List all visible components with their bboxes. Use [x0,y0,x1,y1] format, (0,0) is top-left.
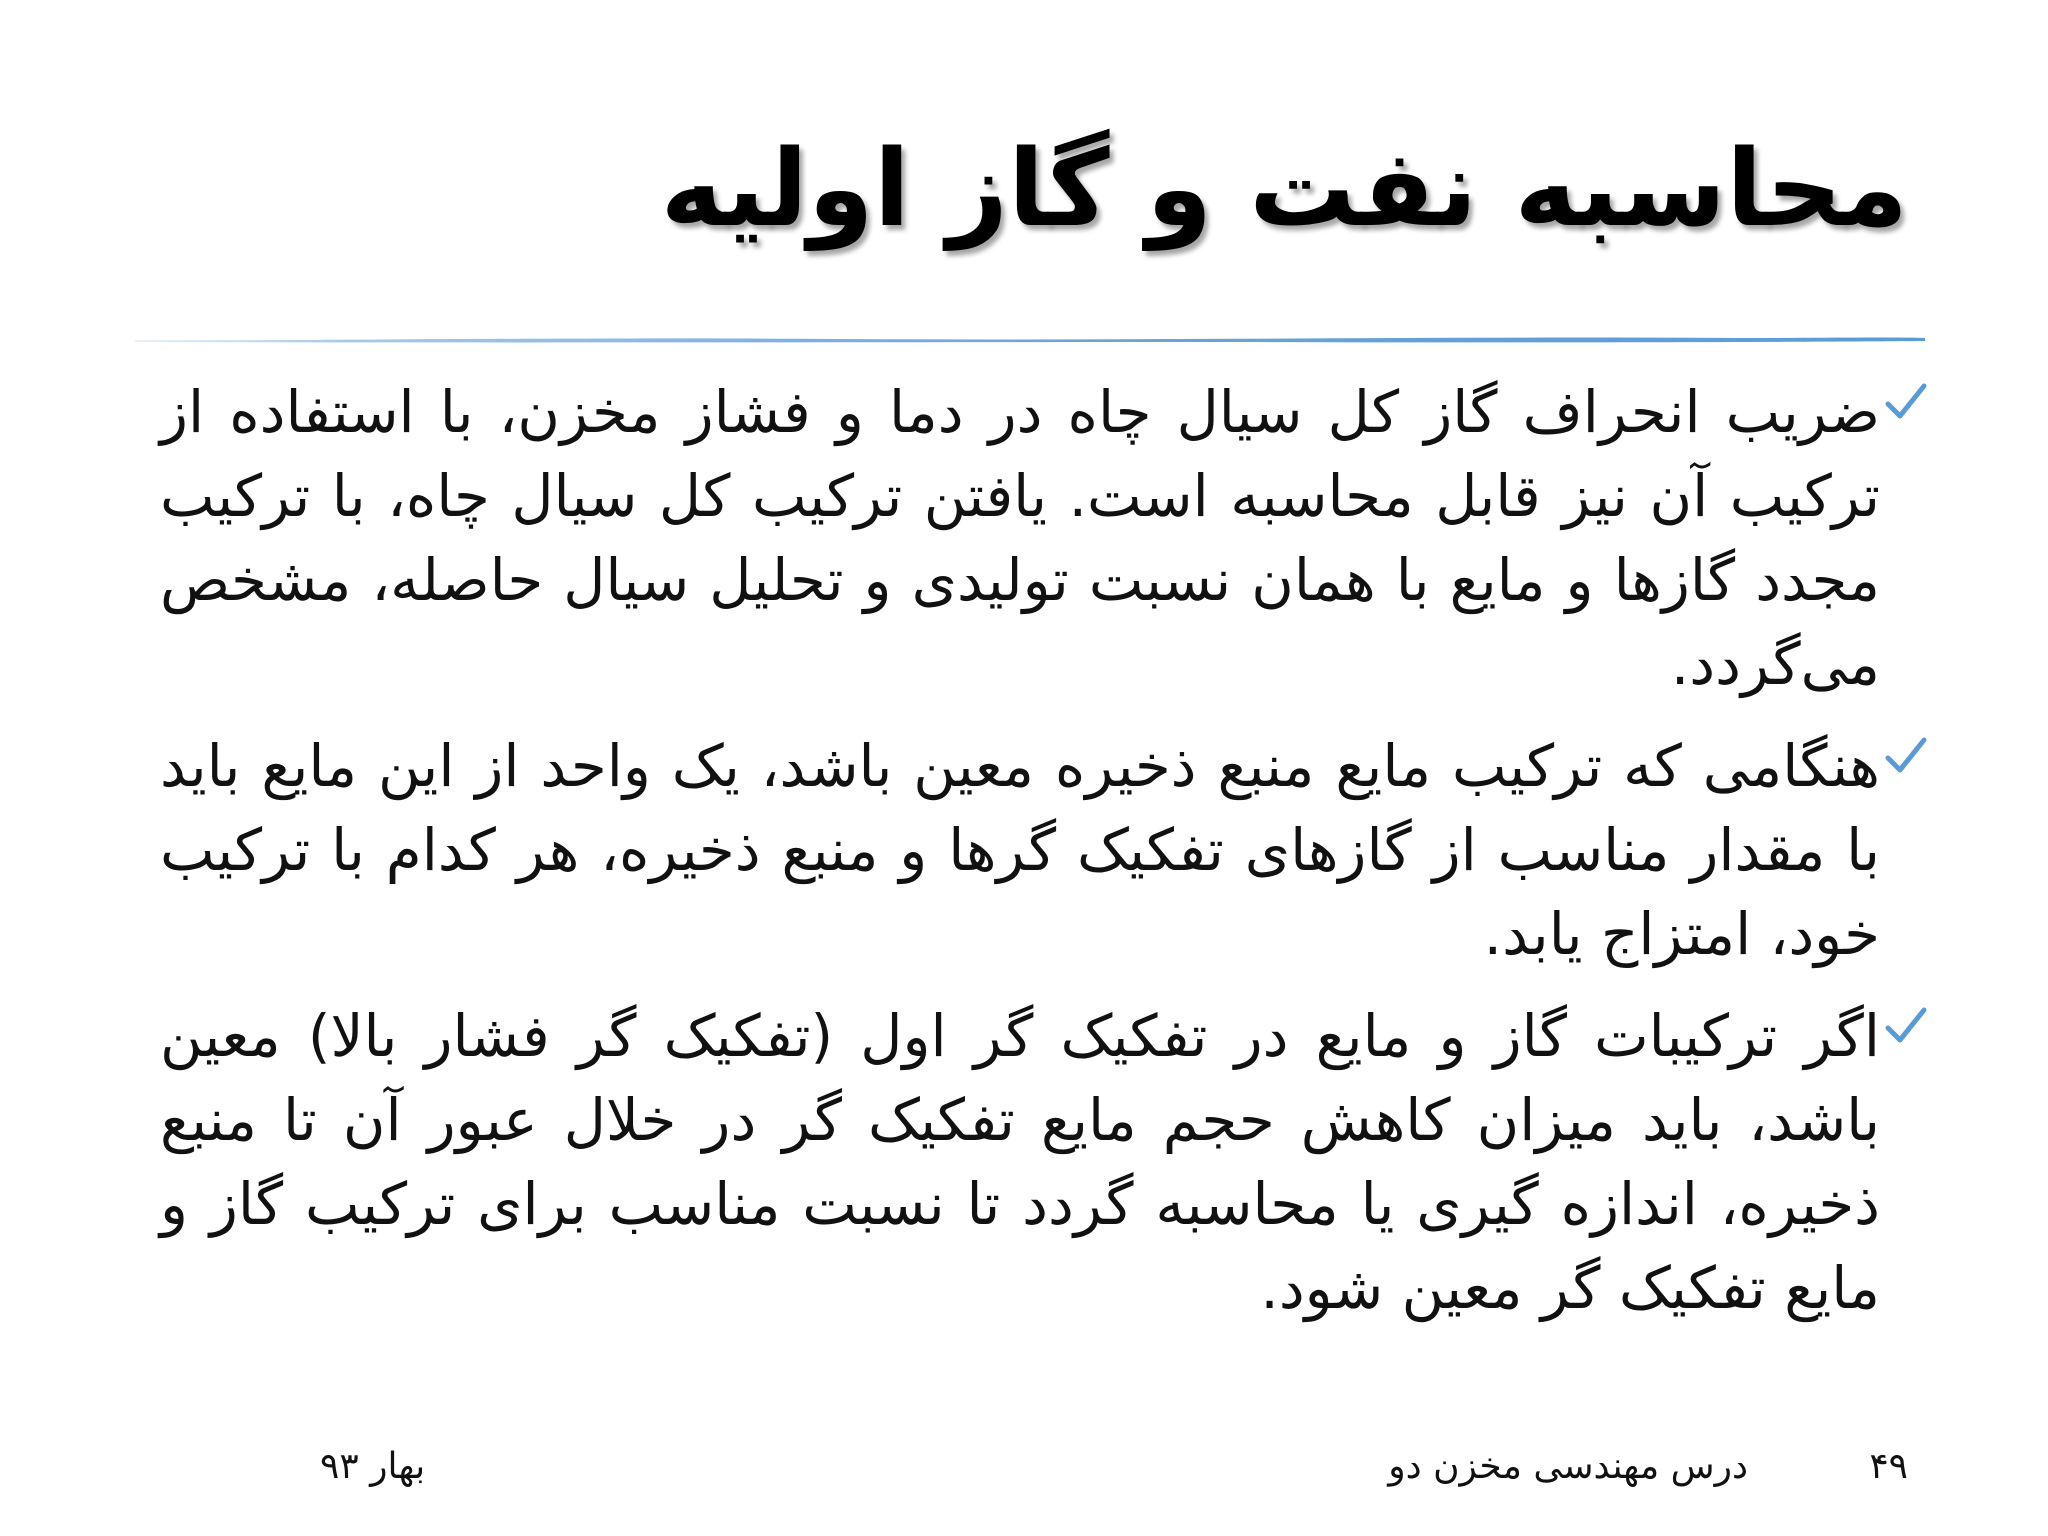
check-icon [1884,1004,1928,1048]
page-number: ۴۹ [1869,1446,1908,1487]
slide-title: محاسبه نفت و گاز اولیه [660,127,1908,250]
check-icon [1884,734,1928,778]
bullet-text: اگر ترکیبات گاز و مایع در تفکیک گر اول (تفکیک گر فشار بالا) معین باشد، باید میزان کاهش حجم مایع تفکیک گر در خلال عبور آن تا منبع ذخیره، اندازه گیری یا محاسبه گردد تا نسبت مناسب برای ترکیب گاز و مایع تفکیک گر معین شود. [160,1002,1880,1322]
footer-course-name: درس مهندسی مخزن دو [1388,1446,1748,1487]
bullet-list [160,370,1880,1348]
footer-term: بهار ۹۳ [320,1446,426,1487]
list-item [160,370,1880,706]
list-item [160,994,1880,1330]
list-item [160,724,1880,976]
bullet-text: هنگامی که ترکیب مایع منبع ذخیره معین باشد، یک واحد از این مایع باید با مقدار مناسب از گازهای تفکیک گرها و منبع ذخیره، هر کدام با ترکیب خود، امتزاج یابد. [160,732,1880,968]
bullet-text: ضریب انحراف گاز کل سیال چاه در دما و فشاز مخزن، با استفاده از ترکیب آن نیز قابل محاسبه است. یافتن ترکیب کل سیال چاه، با ترکیب مجدد گازها و مایع با همان نسبت تولیدی و تحلیل سیال حاصله، مشخص می‌گردد. [160,378,1880,698]
title-divider [135,332,1925,346]
check-icon [1884,380,1928,424]
